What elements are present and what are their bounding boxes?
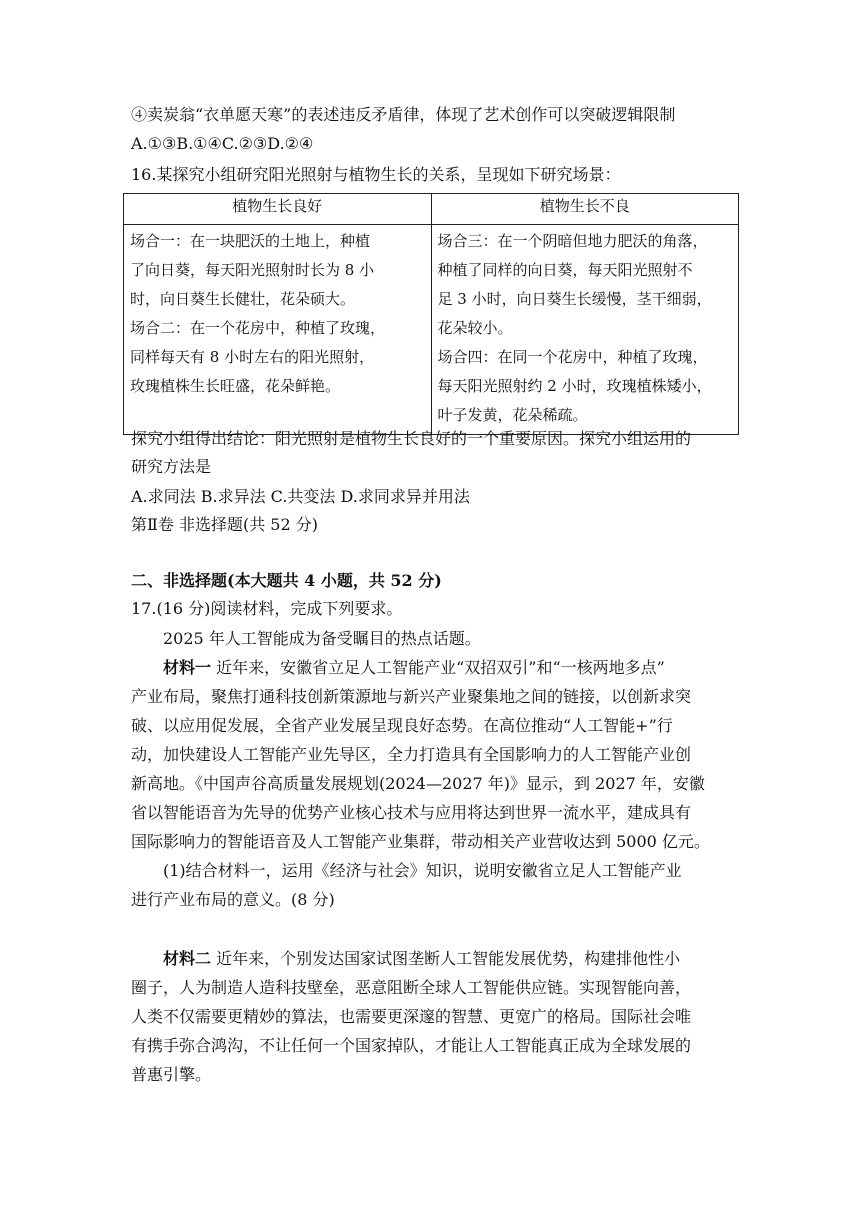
material-1-line: 产业布局，聚焦打通科技创新策源地与新兴产业聚集地之间的链接，以创新求突 xyxy=(131,687,692,706)
q16-stem: 16.某探究小组研究阳光照射与植物生长的关系，呈现如下研究场景： xyxy=(131,165,621,184)
scene-line: 每天阳光照射约 2 小时，玫瑰植株矮小， xyxy=(437,377,712,395)
scene-line: 时，向日葵生长健壮，花朵硕大。 xyxy=(130,290,356,308)
scene-line: 场合四：在同一个花房中，种植了玫瑰， xyxy=(437,348,708,366)
scene-line: 场合三：在一个阴暗但地力肥沃的角落， xyxy=(437,232,708,250)
good-growth-cell xyxy=(124,225,432,435)
q16-conclusion-1: 探究小组得出结论：阳光照射是植物生长良好的一个重要原因。探究小组运用的 xyxy=(131,429,692,448)
option-4-text: ④卖炭翁“衣单愿天寒”的表述违反矛盾律，体现了艺术创作可以突破逻辑限制 xyxy=(131,105,676,124)
scene-line: 足 3 小时，向日葵生长缓慢，茎干细弱， xyxy=(437,290,712,308)
scene-line: 玫瑰植株生长旺盛，花朵鲜艳。 xyxy=(130,377,341,395)
header-poor-growth: 植物生长不良 xyxy=(431,194,739,225)
sub-question-1-line-2: 进行产业布局的意义。(8 分) xyxy=(131,890,335,909)
q15-choices: A.①③B.①④C.②③D.②④ xyxy=(131,134,314,153)
poor-growth-cell xyxy=(431,225,739,435)
scene-line: 种植了同样的向日葵，每天阳光照射不 xyxy=(437,261,693,279)
header-good-growth: 植物生长良好 xyxy=(124,194,432,225)
material-2-line: 普惠引擎。 xyxy=(131,1065,212,1084)
material-2-line: 材料二 近年来，个别发达国家试图垄断人工智能发展优势，构建排他性小 xyxy=(163,949,681,968)
material-1-line: 破、以应用促发展，全省产业发展呈现良好态势。在高位推动“人工智能+”行 xyxy=(131,716,673,735)
material-1-line: 动，加快建设人工智能产业先导区，全力打造具有全国影响力的人工智能产业创 xyxy=(131,745,692,764)
section-title: 二、非选择题(本大题共 4 小题，共 52 分) xyxy=(131,571,442,590)
scene-line: 花朵较小。 xyxy=(437,319,513,337)
material-1-label: 材料一 xyxy=(163,658,212,677)
material-2-line: 圈子，人为制造人造科技壁垒，恶意阻断全球人工智能供应链。实现智能向善， xyxy=(131,978,692,997)
material-2-label: 材料二 xyxy=(163,949,212,968)
scene-line: 场合二：在一个花房中，种植了玫瑰， xyxy=(130,319,386,337)
scene-line: 了向日葵，每天阳光照射时长为 8 小 xyxy=(130,261,375,279)
research-scene-table xyxy=(123,193,739,435)
scene-line: 叶子发黄，花朵稀疏。 xyxy=(437,406,588,424)
material-2-line: 人类不仅需要更精妙的算法，也需要更深邃的智慧、更宽广的格局。国际社会唯 xyxy=(131,1007,692,1026)
q17-stem: 17.(16 分)阅读材料，完成下列要求。 xyxy=(131,599,403,618)
material-1-line: 省以智能语音为先导的优势产业核心技术与应用将达到世界一流水平，建成具有 xyxy=(131,803,692,822)
material-1-line: 新高地。《中国声谷高质量发展规划(2024—2027 年)》显示，到 2027 年，安徽 xyxy=(131,774,705,793)
material-1-line: 材料一 近年来，安徽省立足人工智能产业“双招双引”和“一核两地多点” xyxy=(163,658,665,677)
scene-line: 场合一：在一块肥沃的土地上，种植 xyxy=(130,232,371,250)
q16-choices: A.求同法 B.求异法 C.共变法 D.求同求异并用法 xyxy=(131,487,470,506)
q16-conclusion-2: 研究方法是 xyxy=(131,457,212,476)
volume-title: 第Ⅱ卷 非选择题(共 52 分) xyxy=(131,515,318,534)
material-1-line: 国际影响力的智能语音及人工智能产业集群，带动相关产业营收达到 5000 亿元。 xyxy=(131,832,710,851)
scene-line: 同样每天有 8 小时左右的阳光照射， xyxy=(130,348,375,366)
sub-question-1-line-1: (1)结合材料一，运用《经济与社会》知识，说明安徽省立足人工智能产业 xyxy=(163,861,682,880)
q17-intro: 2025 年人工智能成为备受瞩目的热点话题。 xyxy=(163,629,481,648)
material-2-line: 有携手弥合鸿沟，不让任何一个国家掉队，才能让人工智能真正成为全球发展的 xyxy=(131,1036,692,1055)
